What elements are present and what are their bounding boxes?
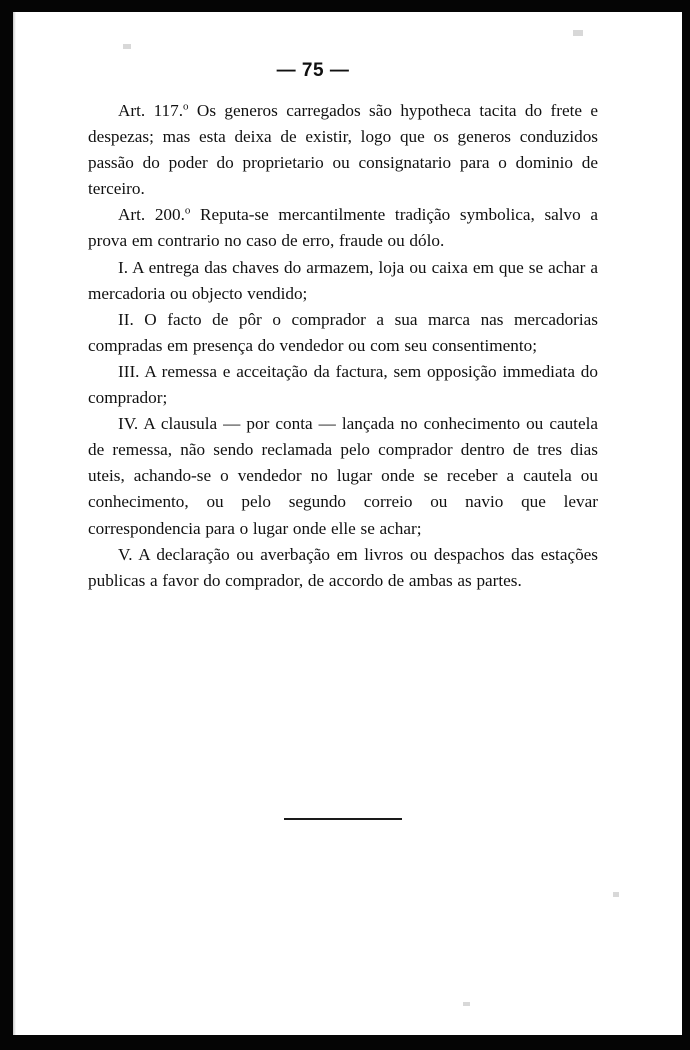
paragraph-art-117	[88, 98, 598, 202]
paragraph-item-ii: II. O facto de pôr o comprador a sua marca nas mercadorias compradas em presença do vendedor ou com seu consentimento;	[88, 309, 598, 355]
paragraph-item-v: V. A declaração ou averbação em livros ou despachos das estações publicas a favor do comprador, de accordo de ambas as partes.	[88, 544, 598, 590]
page-number: — 75 —	[276, 60, 350, 81]
section-divider	[88, 810, 598, 828]
article-label-117: Art. 117.	[118, 101, 184, 120]
scan-speckle	[463, 1002, 470, 1006]
body-text-column	[88, 98, 598, 594]
scan-speckle	[613, 892, 619, 897]
scan-speckle	[123, 44, 131, 49]
paragraph-item-iv: IV. A clausula — por conta — lançada no conhecimento ou cautela de remessa, não sendo reclamada pelo comprador dentro de tres dias uteis, achando-se o vendedor no lugar onde se receber a cautela ou conhecimento, ou pelo segundo correio ou navio que levar correspondencia para o lugar onde elle se achar;	[88, 414, 598, 538]
paragraph-item-iii: III. A remessa e acceitação da factura, sem opposição immediata do comprador;	[88, 361, 598, 408]
paragraph-art-117-text: Os generos carregados são hypotheca tacita do frete e despezas; mas esta deixa de existir, logo que os generos conduzidos passão do poder do proprietario ou consignatario para o dominio de terceiro.	[88, 101, 598, 199]
paragraph-art-200	[88, 202, 598, 254]
article-label-200: Art. 200.	[118, 205, 185, 225]
ordinal-mark-icon: o	[183, 100, 189, 113]
scan-speckle	[573, 30, 583, 36]
horizontal-rule	[284, 818, 402, 820]
document-page	[13, 12, 682, 1035]
paragraph-art-200-text: Reputa-se mercantilmente tradição symbolica, salvo a prova em contrario no caso de erro, fraude ou dólo.	[88, 205, 599, 251]
paragraph-item-i: I. A entrega das chaves do armazem, loja ou caixa em que se achar a mercadoria ou objecto vendido;	[88, 257, 598, 303]
ordinal-mark-icon: o	[184, 204, 191, 217]
